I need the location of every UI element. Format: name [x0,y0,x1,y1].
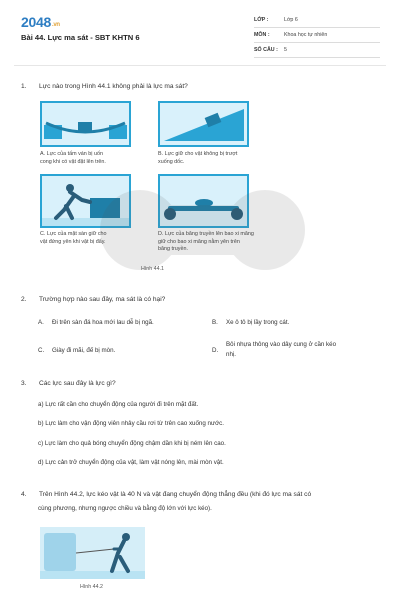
figure-44-2-label: Hình 44.2 [80,584,103,590]
figure-b-slope [158,101,249,147]
figure-a-bent-plank [40,101,131,147]
figure-44-2-pulling [40,527,145,579]
option-letter: D. [212,347,219,354]
q2-option-d[interactable] [212,340,336,360]
caption-line: giữ cho bao xi măng nằm yên trên [158,238,240,245]
q3-line-b: b) Lực làm cho vận động viên nhảy cầu rơi từ trên cao xuống nước. [38,420,224,427]
figure-c-pushing-box [40,174,131,228]
page-title: Bài 44. Lực ma sát - SBT KHTN 6 [21,33,140,42]
caption-line: D. Lực của băng truyền lên bao xi măng [158,231,254,237]
question-number: 2. [21,296,27,303]
caption-line: cong khi có vật đặt lên trên. [40,158,106,165]
option-text: Đi trên sàn đá hoa mới lau dễ bị ngã. [52,319,154,326]
caption-line: xuống dốc. [158,158,185,165]
slope-illustration [160,103,247,145]
caption-a [40,151,128,166]
meta-row-grade [254,13,380,28]
option-text [226,340,336,360]
option-text: Giày đi mãi, đế bị mòn. [52,347,116,354]
caption-d [158,231,262,254]
question-2 [21,296,165,303]
q2-option-c[interactable] [38,346,115,356]
meta-label: MÔN : [254,32,270,38]
meta-row-count [254,43,380,58]
question-number: 4. [21,491,27,498]
q2-option-b[interactable] [212,318,289,328]
question-text: Các lực sau đây là lực gì? [39,380,116,387]
caption-line: băng truyền. [158,246,188,252]
caption-line: vật đứng yên khi vật bị đẩy. [40,238,106,245]
q2-option-a[interactable] [38,318,154,328]
meta-value: Lớp 6 [284,17,298,23]
question-text: Lực nào trong Hình 44.1 không phải là lực ma sát? [39,83,188,90]
option-letter: C. [38,347,45,354]
figure-44-1-label: Hình 44.1 [141,266,164,272]
caption-line: C. Lực của mặt sàn giữ cho [40,231,107,237]
caption-line: A. Lực của tấm ván bị uốn [40,151,103,157]
caption-b [158,151,258,166]
option-text: Xe ô tô bị lầy trong cát. [226,319,290,326]
meta-label: LỚP : [254,17,269,23]
question-3 [21,380,116,387]
q3-line-d: d) Lực cản trở chuyển động của vật, làm vật nóng lên, mài mòn vật. [38,459,224,466]
question-number: 1. [21,83,27,90]
logo-suffix: .vn [51,22,60,28]
option-letter: A. [38,319,44,326]
question-text: Trường hợp nào sau đây, ma sát là có hại? [39,296,166,303]
caption-line: B. Lực giữ cho vật không bị trượt [158,151,238,157]
q3-line-a: a) Lực rất cần cho chuyển động của người đi trên mặt đất. [38,401,199,408]
logo-brand: 2048 [21,14,51,30]
option-text-line: Bôi nhựa thông vào dây cung ở cần kéo [226,341,337,348]
meta-value: 5 [284,47,287,53]
question-4-text-line-2: cùng phương, nhưng ngược chiều và bằng độ lớn với lực kéo). [38,505,212,512]
meta-value: Khoa học tự nhiên [284,32,328,38]
question-4 [21,491,311,498]
pushing-box-illustration [42,176,129,226]
caption-c [40,231,128,246]
option-letter: B. [212,319,218,326]
question-number: 3. [21,380,27,387]
header-divider [14,65,386,66]
option-text-line: nhị. [226,351,236,358]
meta-row-subject [254,28,380,43]
bent-plank-illustration [42,103,129,145]
q3-line-c: c) Lực làm cho quả bóng chuyển động chậm dần khi bị ném lên cao. [38,440,226,447]
figure-d-conveyor [158,174,249,228]
question-1 [21,83,188,90]
site-logo[interactable] [21,14,60,30]
meta-label: SỐ CÂU : [254,47,278,53]
pulling-box-illustration [40,527,145,579]
question-text: Trên Hình 44.2, lực kéo vật là 40 N và vật đang chuyển động thẳng đều (khi đó lực ma sát có [39,491,312,498]
conveyor-illustration [160,176,247,226]
meta-table [254,13,380,58]
